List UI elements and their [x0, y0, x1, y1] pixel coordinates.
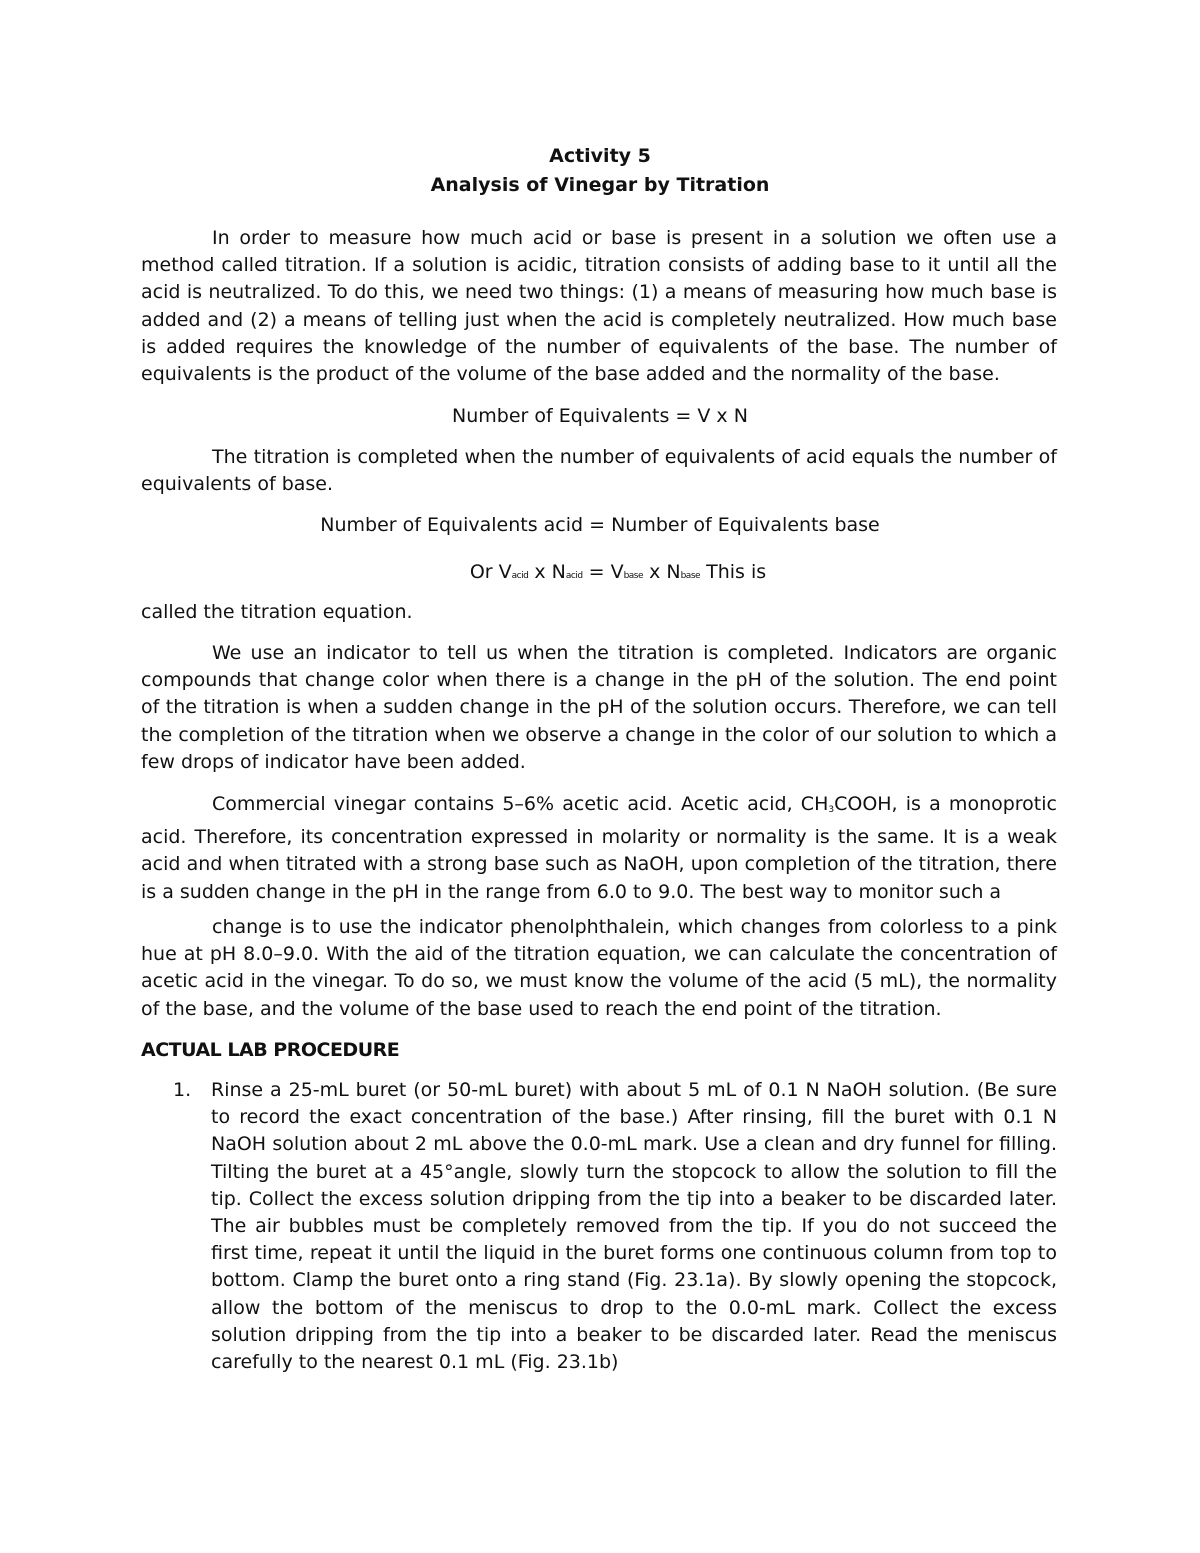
phenolphthalein-paragraph: change is to use the indicator phenolphthalein, which changes from colorless to a pink hue at pH 8.0–9.0. With the aid of the titration equation, we can calculate the concentration of acetic acid in the vinegar. To do so, we must know the volume of the acid (5 mL), the normality of the base, and the volume of the base used to reach the end point of the titration.	[141, 916, 1057, 1020]
procedure-heading: ACTUAL LAB PROCEDURE	[141, 1039, 400, 1061]
equation-equals-v: = V	[582, 561, 624, 583]
indicator-paragraph: We use an indicator to tell us when the titration is completed. Indicators are organic compounds that change color when there is a change in the pH of the solution. The end point of the titration is when a sudden change in the pH of the solution occurs. Therefore, we can tell the completion of the titration when we observe a change in the color of our solution to which a few drops of indicator have been added.	[141, 642, 1057, 773]
equation-or-v: Or V	[469, 561, 512, 583]
degree-symbol: °	[444, 1160, 454, 1183]
vinegar-paragraph	[141, 791, 1057, 906]
subscript-base-n: base	[680, 571, 701, 581]
document-title: Analysis of Vinegar by Titration	[430, 174, 770, 196]
step-text	[211, 1077, 1057, 1376]
subscript-3: 3	[828, 805, 835, 815]
vinegar-text-part1: Commercial vinegar contains 5–6% acetic acid. Acetic acid, CH	[212, 793, 829, 815]
subscript-acid-n: acid	[565, 571, 583, 581]
step-text-before: Rinse a 25-mL buret (or 50-mL buret) with about 5 mL of 0.1 N NaOH solution. (Be sure to record the exact concentration of the base.) After rinsing, fill the buret with 0.1 N NaOH solution about 2 mL above the 0.0-mL mark. Use a clean and dry funnel for filling. Tilting the buret at a 45	[211, 1079, 1057, 1183]
titration-complete-paragraph: The titration is completed when the number of equivalents of acid equals the number of equivalents of base.	[141, 446, 1057, 496]
step-text-after: angle, slowly turn the stopcock to allow the solution to fill the tip. Collect the excess solution dripping from the tip into a beaker to be discarded later. The air bubbles must be completely removed from the tip. If you do not succeed the first time, repeat it until the liquid in the buret forms one continuous column from top to bottom. Clamp the buret onto a ring stand (Fig. 23.1a). By slowly opening the stopcock, allow the bottom of the meniscus to drop to the 0.0-mL mark. Collect the excess solution dripping from the tip into a beaker to be discarded later. Read the meniscus carefully to the nearest 0.1 mL (Fig. 23.1b)	[211, 1160, 1057, 1374]
titration-equation-caption: called the titration equation.	[141, 601, 413, 623]
activity-number: Activity 5	[549, 145, 651, 167]
intro-paragraph: In order to measure how much acid or base is present in a solution we often use a method called titration. If a solution is acidic, titration consists of adding base to it until all the acid is neutralized. To do this, we need two things: (1) a means of measuring how much base is added and (2) a means of telling just when the acid is completely neutralized. How much base is added requires the knowledge of the number of equivalents of the base. The number of equivalents is the product of the volume of the base added and the normality of the base.	[141, 227, 1057, 386]
equation-times-n-base: x N	[643, 561, 681, 583]
vinegar-text-part2: COOH, is a monoprotic acid. Therefore, its concentration expressed in molarity or normality is the same. It is a weak acid and when titrated with a strong base such as NaOH, upon completion of the titration, there is a sudden change in the pH in the range from 6.0 to 9.0. The best way to monitor such a	[141, 793, 1057, 903]
equation-acid-base: Number of Equivalents acid = Number of Equivalents base	[320, 514, 880, 536]
subscript-base: base	[623, 571, 644, 581]
step-number: 1.	[173, 1079, 192, 1101]
equation-tail-text: This is	[700, 561, 767, 583]
titration-equation	[0, 559, 1200, 590]
equation-equivalents: Number of Equivalents = V x N	[452, 405, 748, 427]
equation-times-n: x N	[528, 561, 566, 583]
subscript-acid: acid	[511, 571, 529, 581]
